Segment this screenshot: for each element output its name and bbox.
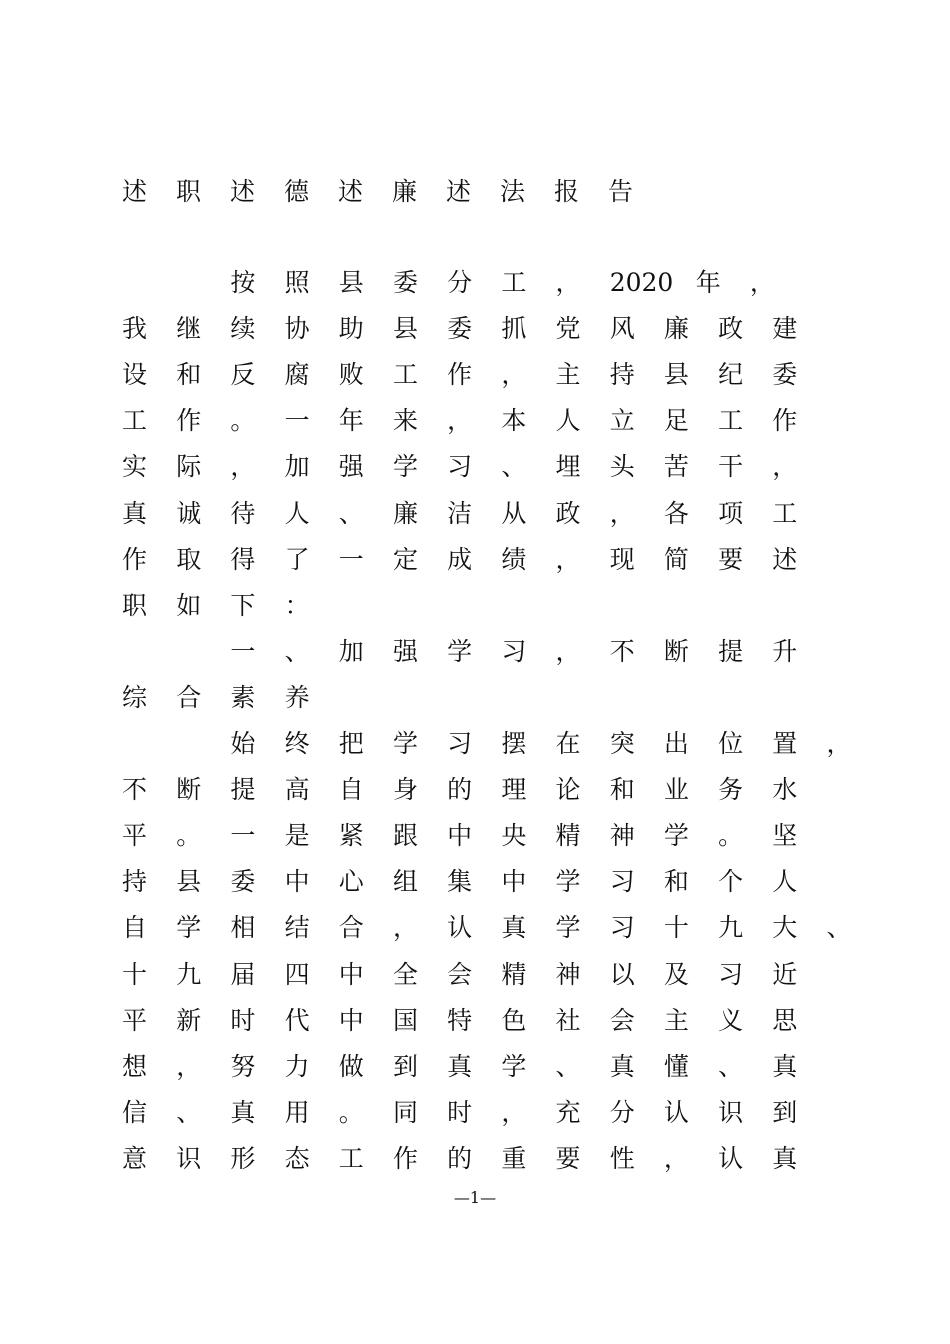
body-line: 职 如 下 ： <box>122 590 310 620</box>
body-line: 实 际 ， 加 强 学 习 、 埋 头 苦 干 ， <box>122 452 798 482</box>
document-title: 述职述德述廉述法报告 <box>122 177 663 206</box>
body-line: 我 继 续 协 助 县 委 抓 党 风 廉 政 建 <box>122 314 798 344</box>
body-line: 持 县 委 中 心 组 集 中 学 习 和 个 人 <box>122 867 798 897</box>
body-line: 工 作 。 一 年 来 ， 本 人 立 足 工 作 <box>122 406 798 436</box>
body-line: 不 断 提 高 自 身 的 理 论 和 业 务 水 <box>122 775 798 805</box>
body-line: 自 学 相 结 合 ， 认 真 学 习 十 九 大 、 <box>122 913 852 943</box>
body-line: 始 终 把 学 习 摆 在 突 出 位 置 ， <box>230 729 852 758</box>
body-line: 按 照 县 委 分 工 ， 2020 年 ， <box>230 268 775 297</box>
body-line: 平 。 一 是 紧 跟 中 央 精 神 学 。 坚 <box>122 821 798 851</box>
body-line: 十 九 届 四 中 全 会 精 神 以 及 习 近 <box>122 959 798 989</box>
body-line: 真 诚 待 人 、 廉 洁 从 政 ， 各 项 工 <box>122 498 798 528</box>
page-number: —1— <box>453 1188 497 1207</box>
body-line: 意 识 形 态 工 作 的 重 要 性 ， 认 真 <box>122 1143 798 1173</box>
body-line: 平 新 时 代 中 国 特 色 社 会 主 义 思 <box>122 1005 798 1035</box>
body-line: 设 和 反 腐 败 工 作 ， 主 持 县 纪 委 <box>122 360 798 390</box>
body-line: 想 ， 努 力 做 到 真 学 、 真 懂 、 真 <box>122 1051 798 1081</box>
body-line: 信 、 真 用 。 同 时 ， 充 分 认 识 到 <box>122 1097 798 1127</box>
body-line: 一 、 加 强 学 习 ， 不 断 提 升 <box>230 636 798 666</box>
body-line: 综 合 素 养 <box>122 682 310 712</box>
body-line: 作 取 得 了 一 定 成 绩 ， 现 简 要 述 <box>122 544 798 574</box>
